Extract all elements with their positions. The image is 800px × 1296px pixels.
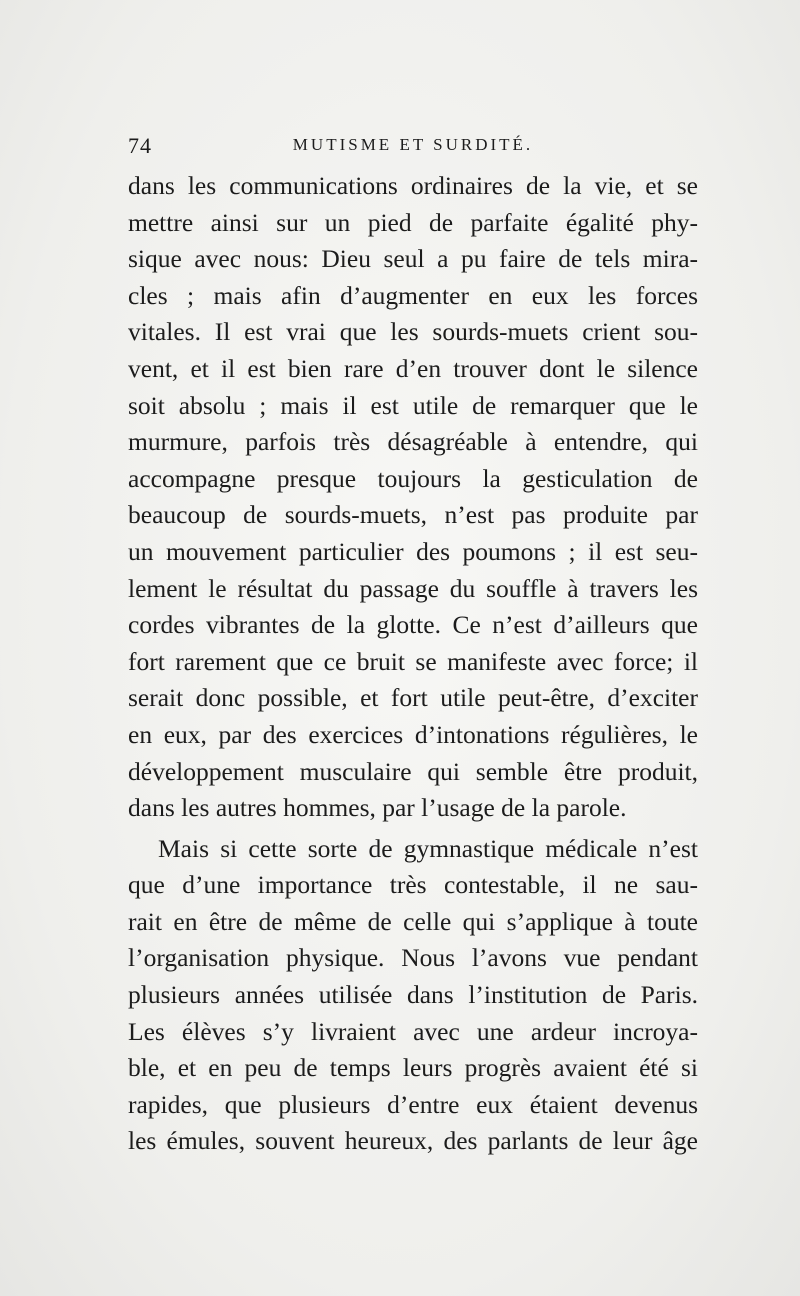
text-line: rapides, que plusieurs d’entre eux étaient devenus bbox=[128, 1089, 698, 1119]
text-line: beaucoup de sourds-muets, n’est pas produite par bbox=[128, 500, 698, 530]
text-line: vitales. Il est vrai que les sourds-muets crient sou- bbox=[128, 317, 698, 347]
text-line: plusieurs années utilisée dans l’institution de Paris. bbox=[128, 980, 698, 1010]
text-line: Les élèves s’y livraient avec une ardeur incroya- bbox=[128, 1016, 698, 1046]
text-line: cles ; mais afin d’augmenter en eux les forces bbox=[128, 280, 698, 310]
paragraph bbox=[128, 831, 698, 1160]
body-text bbox=[128, 168, 698, 1160]
text-line: mettre ainsi sur un pied de parfaite égalité phy- bbox=[128, 207, 698, 237]
text-line: serait donc possible, et fort utile peut-être, d’exciter bbox=[128, 683, 698, 713]
page-number: 74 bbox=[128, 133, 152, 158]
text-line: lement le résultat du passage du souffle à travers les bbox=[128, 573, 698, 603]
running-title: MUTISME ET SURDITÉ. bbox=[292, 135, 534, 154]
text-line: Mais si cette sorte de gymnastique médicale n’est bbox=[158, 833, 698, 863]
text-line: murmure, parfois très désagréable à entendre, qui bbox=[128, 427, 698, 457]
page-header bbox=[128, 133, 698, 163]
text-line: l’organisation physique. Nous l’avons vue pendant bbox=[128, 943, 698, 973]
text-line: accompagne presque toujours la gesticulation de bbox=[128, 463, 698, 493]
text-line: dans les autres hommes, par l’usage de la parole. bbox=[128, 793, 627, 823]
text-line: les émules, souvent heureux, des parlants de leur âge bbox=[128, 1126, 698, 1156]
text-line: un mouvement particulier des poumons ; il est seu- bbox=[128, 536, 698, 566]
text-line: dans les communications ordinaires de la vie, et se bbox=[128, 171, 698, 200]
paragraph bbox=[128, 168, 698, 827]
text-line: que d’une importance très contestable, il ne sau- bbox=[128, 870, 698, 900]
text-line: en eux, par des exercices d’intonations régulières, le bbox=[128, 719, 698, 749]
text-line: vent, et il est bien rare d’en trouver dont le silence bbox=[128, 353, 698, 383]
text-line: développement musculaire qui semble être produit, bbox=[128, 756, 698, 786]
text-line: rait en être de même de celle qui s’applique à toute bbox=[128, 906, 698, 936]
text-line: ble, et en peu de temps leurs progrès avaient été si bbox=[128, 1053, 698, 1083]
text-line: cordes vibrantes de la glotte. Ce n’est d’ailleurs que bbox=[128, 610, 698, 640]
text-line: soit absolu ; mais il est utile de remarquer que le bbox=[128, 390, 698, 420]
text-line: sique avec nous: Dieu seul a pu faire de tels mira- bbox=[128, 244, 698, 274]
text-line: fort rarement que ce bruit se manifeste avec force; il bbox=[128, 646, 698, 676]
